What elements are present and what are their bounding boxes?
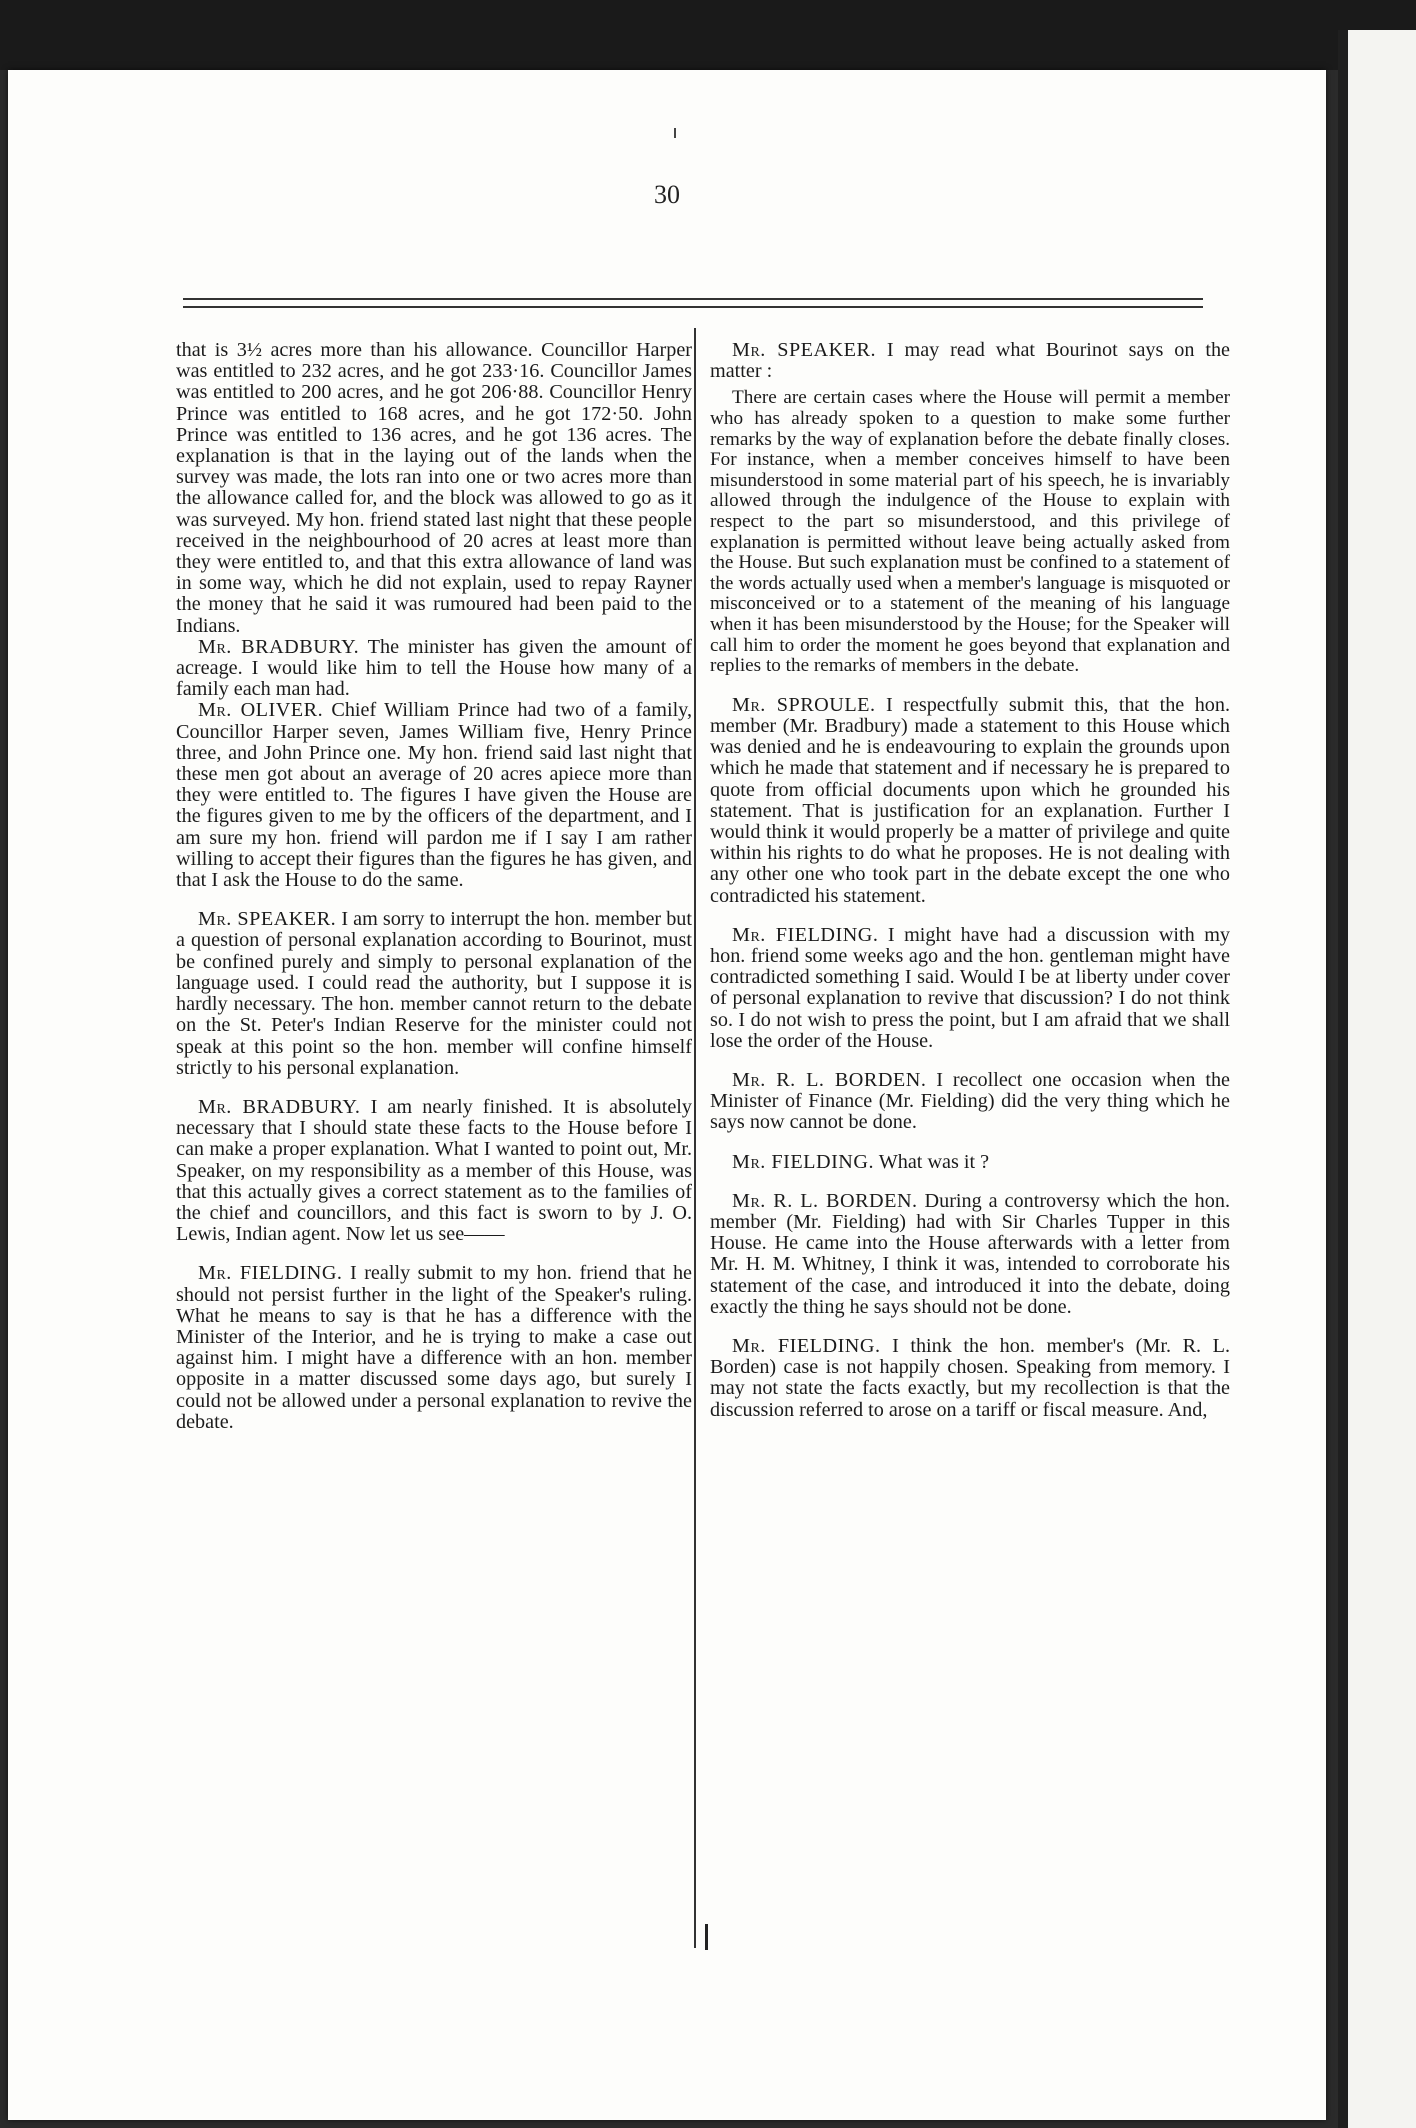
speech-text: I recollect one occasion when the Minister of Finance (Mr. Fielding) did the very thing which he says now cannot be done. (710, 1068, 1230, 1134)
speaker-name: Mr. R. L. BORDEN. (732, 1068, 927, 1091)
speech-text: Chief William Prince had two of a family, Councillor Harper seven, James William five, Henry Prince three, and John Prince one. My hon. friend said last night that these men got about an average of 20 acres apiece more than they were entitled to. The figures I have given the House are the figures given to me by the officers of the department, and I am sure my hon. friend will pardon me if I say I am rather willing to accept their figures than the figures he has given, and that I ask the House to do the same. (176, 699, 693, 892)
speaker-name: Mr. SPEAKER. (198, 908, 337, 931)
document-page (8, 70, 1326, 2120)
paragraph (710, 1191, 1230, 1318)
speech-text: During a controversy which the hon. member (Mr. Fielding) had with Sir Charles Tupper in this House. He came into the House afterwards with a letter from Mr. H. M. Whitney, I think it was, intended to corroborate his statement of the case, and introduced it into the debate, doing exactly the thing he says should not be done. (710, 1189, 1230, 1318)
paragraph (710, 1152, 1230, 1173)
print-mark (674, 128, 676, 138)
speaker-name: Mr. BRADBURY. (198, 635, 360, 658)
quote-text: There are certain cases where the House will permit a member who has already spoken to a question to make some further remarks by the way of explanation before the debate finally closes. For instance, when a member conceives himself to have been misunderstood in some material part of his speech, he is invariably allowed through the indulgence of the House to explain with respect to the part so misunderstood, and this privilege of explanation is permitted without leave being actually asked from the House. But such explanation must be confined to a statement of the words actually used when a member's language is misquoted or misconceived or to a statement of the meaning of his language when it has been misunderstood by the House; for the Speaker will call him to order the moment he goes beyond that explanation and replies to the remarks of members in the debate. (710, 387, 1230, 677)
speech-text: I respectfully submit this, that the hon. member (Mr. Bradbury) made a statement to this House which was denied and he is endeavouring to explain the grounds upon which he made that statement and if necessary he is prepared to quote from official documents upon which he grounded his statement. That is justification for an explanation. Further I would think it would properly be a matter of privilege and quite within his rights to do what he proposes. He is not dealing with any other one who took part in the debate except the one who contradicted his statement. (710, 693, 1231, 907)
speaker-name: Mr. FIELDING. (732, 1150, 874, 1173)
paragraph (710, 695, 1230, 907)
paragraph (176, 340, 692, 637)
speech-text: I really submit to my hon. friend that he should not persist further in the light of the Speaker's ruling. What he means to say is that he has a difference with the Minister of the Interior, and he is trying to make a case out against him. I might have a difference with an hon. member opposite in a matter discussed some days ago, but surely I could not be allowed under a personal explanation to revive the debate. (176, 1262, 693, 1433)
speaker-name: Mr. FIELDING. (732, 1335, 881, 1357)
speech-text: What was it ? (878, 1150, 990, 1173)
paragraph (176, 1263, 692, 1433)
paragraph (176, 909, 692, 1079)
speaker-name: Mr. R. L. BORDEN. (732, 1189, 918, 1212)
paragraph (710, 340, 1230, 382)
speech-text: I might have had a discussion with my hon. friend some weeks ago and the hon. gentleman might have contradicted something I said. Would I be at liberty under cover of personal explanation to revive that discussion? I do not think so. I do not wish to press the point, but I am afraid that we shall lose the order of the House. (710, 923, 1231, 1052)
paragraph (176, 637, 692, 701)
speech-text: I am nearly finished. It is absolutely necessary that I should state these facts to the House before I can make a proper explanation. What I wanted to point out, Mr. Speaker, on my responsibility as a member of this House, was that this actually gives a correct statement as to the families of the chief and councillors, and this fact is sworn to by J. O. Lewis, Indian agent. Now let us see—— (176, 1095, 693, 1246)
scan-border (0, 0, 1416, 70)
margin-mark (705, 1924, 708, 1950)
right-column (710, 340, 1230, 1421)
left-column (176, 340, 692, 1433)
adjacent-page-edge (1338, 30, 1416, 2128)
paragraph (710, 925, 1230, 1052)
paragraph (176, 1097, 692, 1245)
speech-text: I am sorry to interrupt the hon. member but a question of personal explanation according to Bourinot, must be confined purely and simply to personal explanation of the language used. I could read the authority, but I suppose it is hardly necessary. The hon. member cannot return to the debate on the St. Peter's Indian Reserve for the minister could not speak at this point so the hon. member will confine himself strictly to his personal explanation. (176, 908, 693, 1079)
column-divider (694, 328, 696, 1948)
speaker-name: Mr. BRADBURY. (198, 1095, 361, 1118)
speaker-name: Mr. FIELDING. (732, 923, 879, 946)
speech-text: that is 3½ acres more than his allowance. Councillor Harper was entitled to 232 acres, and he got 233·16. Councillor James was entitled to 200 acres, and he got 206·88. Councillor Henry Prince was entitled to 168 acres, and he got 172·50. John Prince was entitled to 136 acres, and he got 136 acres. The explanation is that in the laying out of the lands when the survey was made, the lots ran into one or two acres more than the allowance called for, and the block was allowed to go as it was surveyed. My hon. friend stated last night that these people received in the neighbourhood of 20 acres at least more than they were entitled to, and that this extra allowance of land was in some way, which he did not explain, used to repay Rayner the money that he said it was rumoured had been paid to the Indians. (176, 339, 692, 637)
speaker-name: Mr. SPEAKER. (732, 339, 877, 361)
header-rule-bottom (183, 306, 1203, 308)
speech-text: I think the hon. member's (Mr. R. L. Borden) case is not happily chosen. Speaking from memory. I may not state the facts exactly, but my recollection is that the discussion referred to arose on a tariff or fiscal measure. And, (710, 1335, 1231, 1421)
block-quote (710, 388, 1230, 676)
paragraph (710, 1070, 1230, 1134)
speaker-name: Mr. SPROULE. (732, 693, 876, 716)
speaker-name: Mr. OLIVER. (198, 699, 324, 722)
header-rule-top (183, 298, 1203, 300)
paragraph (176, 700, 692, 891)
page-gutter-shadow (1338, 30, 1348, 2128)
paragraph (710, 1336, 1230, 1421)
speech-text: I may read what Bourinot says on the matter : (710, 339, 1230, 383)
page-number: 30 (654, 180, 680, 209)
speaker-name: Mr. FIELDING. (198, 1262, 343, 1285)
speech-text: The minister has given the amount of acreage. I would like him to tell the House how many of a family each man had. (176, 635, 692, 701)
